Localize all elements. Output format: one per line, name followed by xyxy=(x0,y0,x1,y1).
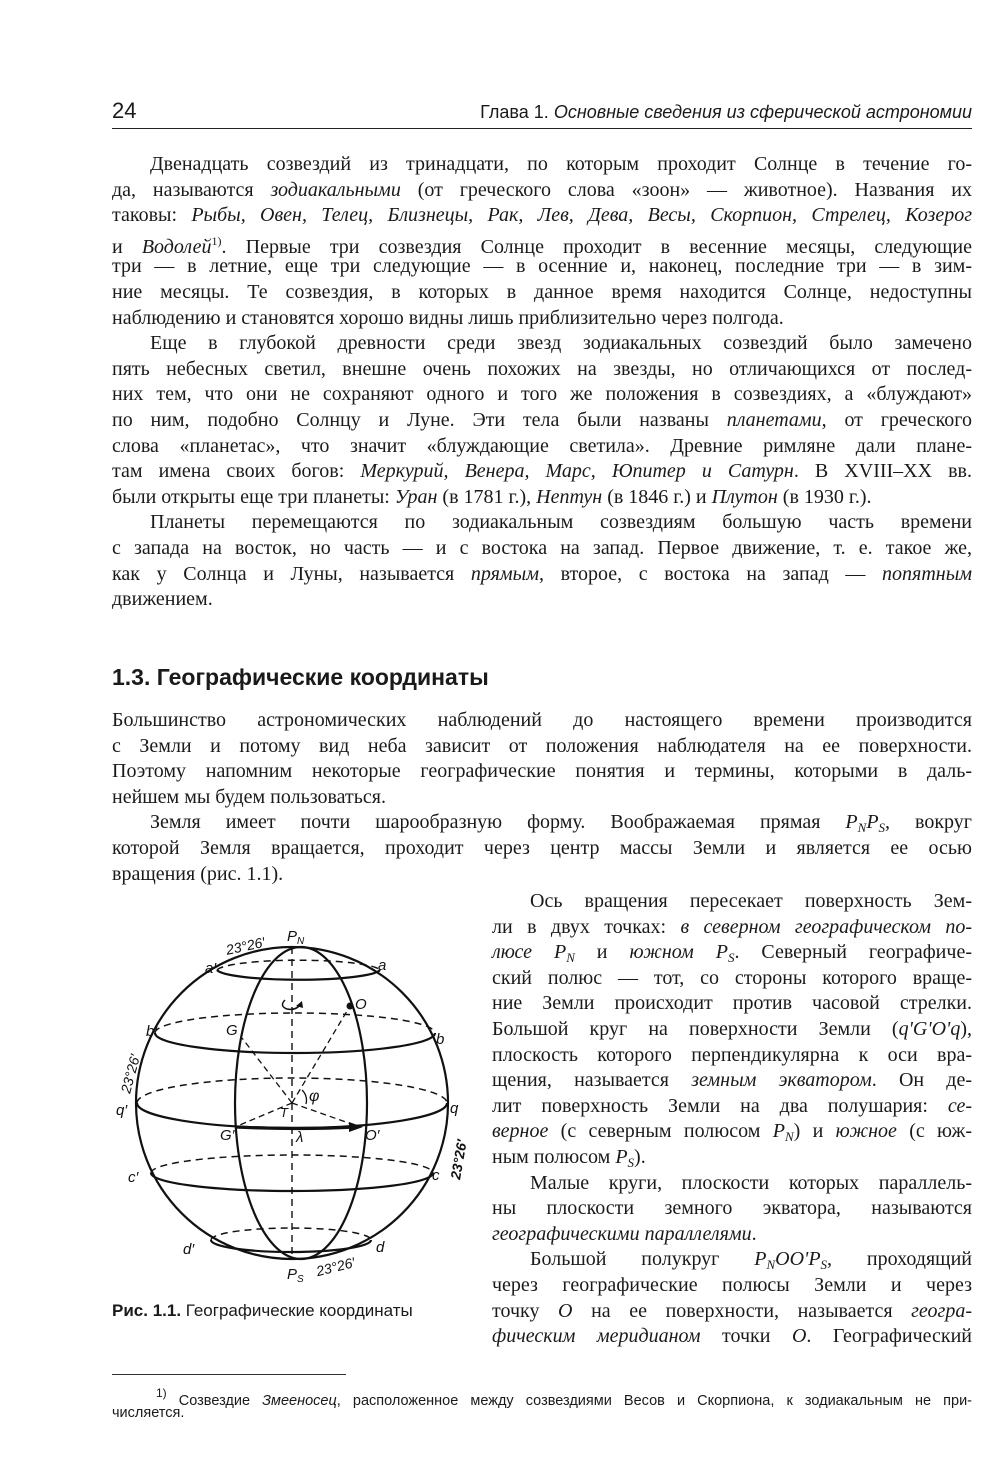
angle-label-bottom: 23°26′ xyxy=(314,1254,357,1280)
text-run: плоскость которого перпендикулярна к оси вра- xyxy=(492,1043,972,1066)
text-line xyxy=(492,1171,972,1197)
text-line xyxy=(492,1145,972,1171)
text-line xyxy=(492,1017,972,1043)
text-line xyxy=(112,536,972,562)
text-run: . Северный географиче- xyxy=(734,941,972,964)
text-run: южном xyxy=(629,941,716,964)
figure-label: S xyxy=(297,1274,304,1285)
label-lambda: λ xyxy=(296,1129,304,1146)
text-run: точки xyxy=(700,1325,792,1348)
text-run: Двенадцать созвездий из тринадцати, по которым проходит Солнце в течение го- xyxy=(150,153,972,175)
text-run: ние Земли происходит против часовой стрелки. xyxy=(492,992,972,1015)
text-run: как у Солнца и Луны, называется xyxy=(112,562,471,585)
text-line xyxy=(492,966,972,992)
text-line xyxy=(112,759,972,785)
text-run: , от греческого xyxy=(821,408,972,431)
text-run: щения, называется xyxy=(492,1069,692,1092)
text-run: Рыбы, Овен, Телец, Близнецы, Рак, Лев, Дева, Весы, Скорпион, Стрелец, Козерог xyxy=(191,204,972,227)
text-run: Еще в глубокой древности среди звезд зодиакальных созвездий было замечено xyxy=(150,332,972,355)
label-b: b xyxy=(436,1031,445,1048)
section-intro-text xyxy=(112,708,972,887)
text-run: OO'P xyxy=(775,1248,821,1271)
text-run: геогра- xyxy=(911,1299,972,1322)
right-column-text xyxy=(492,889,972,1350)
text-run: ние месяцы. Те созвездия, в которых в данное время находится Солнце, недоступны xyxy=(112,280,972,303)
caption-label: Рис. 1.1. xyxy=(112,1301,182,1320)
footnote-marker: 1) xyxy=(211,233,222,248)
text-run: P xyxy=(615,1145,628,1168)
text-line xyxy=(492,1196,972,1222)
text-run: Ось вращения пересекает поверхность Зем- xyxy=(530,890,972,912)
text-line xyxy=(492,1094,972,1120)
footnote-marker: 1) xyxy=(156,1386,167,1400)
label-pn xyxy=(287,928,305,947)
text-run: с Земли и потому вид неба зависит от положения наблюдателя на ее поверхности. xyxy=(112,734,972,757)
text-run: ли в двух точках: xyxy=(492,915,681,938)
text-run: которой Земля вращается, проходит через центр массы Земли и является ее осью xyxy=(112,836,972,859)
text-line xyxy=(492,1068,972,1094)
text-run: Плутон xyxy=(711,485,778,508)
text-run: три — в летние, еще три следующие — в осенние и, наконец, последние три — в зим- xyxy=(112,255,972,278)
text-run: были открыты еще три планеты: xyxy=(112,485,395,508)
text-run: на ее поверхности, называется xyxy=(572,1299,912,1322)
text-run: ным полюсом xyxy=(492,1145,616,1168)
text-line xyxy=(112,459,972,485)
text-line xyxy=(112,434,972,460)
label-o-prime: O′ xyxy=(365,1127,380,1144)
text-run: P xyxy=(553,941,567,964)
text-run: P xyxy=(866,811,879,834)
text-line xyxy=(112,408,972,434)
text-run: q'G'O'q xyxy=(898,1017,961,1040)
text-run: . В XVIII–XX вв. xyxy=(793,460,972,483)
text-run: се- xyxy=(947,1094,972,1117)
text-run: O xyxy=(791,1325,807,1348)
text-run: S xyxy=(878,820,886,836)
text-line xyxy=(112,836,972,862)
text-run: слова «планетас», что значит «блуждающие светила». Древние римляне дали плане- xyxy=(112,434,972,457)
text-run: Планеты перемещаются по зодиакальным созвездиям большую часть времени xyxy=(150,511,972,534)
text-run: там имена своих богов: xyxy=(112,460,361,483)
text-run: южное xyxy=(835,1120,897,1143)
text-run: лит поверхность Земли на два полушария: xyxy=(492,1094,948,1117)
text-run: (с северным полюсом xyxy=(548,1120,773,1143)
text-run: S xyxy=(727,950,735,966)
text-line xyxy=(492,1043,972,1069)
text-run: Большой круг на поверхности Земли ( xyxy=(492,1017,899,1040)
text-run: Уран xyxy=(394,485,438,508)
angle-label-left: 23°26′ xyxy=(117,1052,144,1095)
text-run: (в 1781 г.), xyxy=(437,485,537,508)
text-line xyxy=(492,1222,972,1248)
text-line xyxy=(492,1247,972,1273)
text-run: Созвездие xyxy=(166,1393,263,1409)
text-run: планетами xyxy=(726,408,822,431)
text-run: таковы: xyxy=(112,204,192,227)
text-run: (в 1846 г.) и xyxy=(602,485,712,508)
text-line xyxy=(112,485,972,511)
text-line xyxy=(492,1119,972,1145)
text-line xyxy=(112,810,972,836)
text-run: (от греческого слова «зоон» — животное). Названия их xyxy=(400,178,973,201)
label-c-prime: c′ xyxy=(128,1169,139,1186)
label-g: G xyxy=(226,1022,238,1039)
text-run: S xyxy=(820,1257,828,1273)
label-phi: φ xyxy=(309,1088,320,1105)
text-run: Змееносец xyxy=(262,1393,337,1409)
text-run: через географические полюсы Земли и через xyxy=(492,1273,972,1296)
header-rule xyxy=(112,128,972,129)
text-run: фическим меридианом xyxy=(492,1325,701,1348)
text-run: и xyxy=(574,941,630,964)
text-line xyxy=(112,280,972,306)
text-run: S xyxy=(627,1154,635,1170)
text-line xyxy=(112,562,972,588)
text-run: Малые круги, плоскости которых параллель- xyxy=(530,1171,972,1194)
text-run: Большинство астрономических наблюдений до настоящего времени производится xyxy=(112,709,972,731)
text-line xyxy=(492,991,972,1017)
text-run: ны плоскости земного экватора, называются xyxy=(492,1197,972,1220)
paragraph xyxy=(112,510,972,612)
text-run: N xyxy=(566,950,575,966)
text-run: наблюдению и становятся хорошо видны лишь приблизительно через полгода. xyxy=(112,306,784,329)
text-run: . Первые три созвездия Солнце проходит в весенние месяцы, следующие xyxy=(221,235,972,258)
label-g-prime: G′ xyxy=(220,1127,235,1144)
text-run: (в 1930 г.). xyxy=(777,485,872,508)
text-run: N xyxy=(857,820,867,836)
chapter-title: Основные сведения из сферической астрономии xyxy=(553,102,972,122)
text-run: движением. xyxy=(112,588,213,611)
label-t: T xyxy=(280,1105,288,1120)
chapter-label: Глава 1. xyxy=(480,102,554,122)
meridian-ellipse xyxy=(235,947,367,1259)
figure-label: P xyxy=(287,1266,298,1283)
text-run: географическими параллелями xyxy=(492,1222,752,1245)
text-run: ский полюс — тот, со стороны которого враще- xyxy=(492,966,972,989)
label-d: d xyxy=(376,1239,385,1256)
footnote xyxy=(112,1383,972,1423)
label-q: q xyxy=(450,1100,459,1117)
text-run: люсе xyxy=(492,941,554,964)
text-run: ), xyxy=(960,1017,972,1040)
label-b-prime: b′ xyxy=(146,1023,158,1040)
text-run: , проходящий xyxy=(827,1248,972,1271)
label-d-prime: d′ xyxy=(183,1241,195,1258)
text-line xyxy=(492,915,972,941)
text-run: вращения (рис. 1.1). xyxy=(112,862,284,885)
label-q-prime: q′ xyxy=(116,1102,128,1119)
text-line xyxy=(112,510,972,536)
longitude-arrow xyxy=(235,1127,355,1129)
text-line xyxy=(492,1324,972,1350)
text-line xyxy=(112,785,972,811)
text-line xyxy=(112,382,972,408)
globe-figure xyxy=(110,910,480,1290)
text-run: точку xyxy=(492,1299,559,1322)
paragraph xyxy=(112,152,972,331)
angle-label-top: 23°26′ xyxy=(224,933,267,958)
text-line xyxy=(112,178,972,204)
text-run: верное xyxy=(492,1120,549,1143)
text-run: Большой полукруг xyxy=(530,1248,755,1271)
text-line xyxy=(492,1273,972,1299)
label-o: O xyxy=(355,996,367,1013)
label-ps xyxy=(287,1266,304,1285)
text-run: с запада на восток, но часть — и с востока на запад. Первое движение, т. е. такое же, xyxy=(112,536,972,559)
text-line xyxy=(112,203,972,229)
text-line xyxy=(492,940,972,966)
text-line xyxy=(112,254,972,280)
figure-label: P xyxy=(287,928,298,945)
text-run: них тем, что они не сохраняют одного и того же положения в созвездиях, а «блуждают» xyxy=(112,383,972,406)
text-run: зодиакальными xyxy=(270,178,401,201)
text-line xyxy=(112,587,972,613)
text-line xyxy=(112,708,972,734)
text-run: P xyxy=(754,1248,767,1271)
running-header xyxy=(480,102,972,123)
text-run: Водолей xyxy=(141,235,212,258)
text-run: пять небесных светил, внешне очень похожих на звезды, но отличающихся от послед- xyxy=(112,357,972,380)
paragraph xyxy=(112,810,972,887)
text-run: и xyxy=(112,235,142,258)
footnote-rule xyxy=(112,1374,346,1375)
text-run: попятным xyxy=(882,562,973,585)
text-run: , расположенное между созвездиями Весов и Скорпиона, к зодиакальным не при- xyxy=(336,1393,972,1409)
text-line xyxy=(112,306,972,332)
paragraph xyxy=(492,1171,972,1248)
text-run: Земля имеет почти шарообразную форму. Воображаемая прямая xyxy=(150,811,846,834)
text-run: O xyxy=(558,1299,573,1322)
text-line xyxy=(112,357,972,383)
paragraph xyxy=(492,1247,972,1349)
figure-caption xyxy=(112,1301,413,1321)
paragraph xyxy=(112,708,972,810)
text-run: по ним, подобно Солнцу и Луне. Эти тела были названы xyxy=(112,408,727,431)
text-run: ). xyxy=(634,1145,646,1168)
text-run: Поэтому напомним некоторые географические понятия и термины, которыми в даль- xyxy=(112,760,972,783)
text-line xyxy=(112,862,972,888)
angle-label-right: 23°26′ xyxy=(447,1138,470,1181)
label-a-prime: a′ xyxy=(205,960,217,977)
text-run: нейшем мы будем пользоваться. xyxy=(112,785,386,808)
text-line xyxy=(112,152,972,178)
text-line xyxy=(492,1299,972,1325)
page-number: 24 xyxy=(112,98,137,123)
text-run: Меркурий, Венера, Марс, Юпитер и Сатурн xyxy=(360,460,794,483)
section-heading: 1.3. Географические координаты xyxy=(112,664,489,690)
text-line xyxy=(112,229,972,258)
text-run: , вокруг xyxy=(885,811,972,834)
text-run: в северном географическом по- xyxy=(680,915,973,938)
text-run: прямым xyxy=(470,562,539,585)
point-o xyxy=(347,1003,354,1010)
label-c: c xyxy=(432,1167,440,1184)
text-run: P xyxy=(845,811,858,834)
text-run: земным экватором xyxy=(691,1069,872,1092)
text-run: N xyxy=(766,1257,776,1273)
text-run: да, называются xyxy=(112,178,271,201)
text-run: . Географический xyxy=(806,1325,973,1348)
text-run: (с юж- xyxy=(896,1120,972,1143)
text-line xyxy=(492,889,972,915)
caption-text: Географические координаты xyxy=(181,1301,413,1320)
text-run: . Он де- xyxy=(871,1069,973,1092)
text-run: P xyxy=(772,1120,785,1143)
text-run: числяется. xyxy=(112,1405,185,1421)
label-a: a xyxy=(378,957,387,974)
text-run: ) и xyxy=(793,1120,836,1143)
text-run: . xyxy=(751,1222,757,1245)
text-run: N xyxy=(784,1129,794,1145)
text-run: P xyxy=(715,941,728,964)
body-text xyxy=(112,152,972,613)
paragraph xyxy=(492,889,972,1171)
text-run: , второе, с востока на запад — xyxy=(538,562,883,585)
figure-label: N xyxy=(297,936,305,947)
paragraph xyxy=(112,1383,972,1423)
text-line xyxy=(112,1383,972,1409)
paragraph xyxy=(112,331,972,510)
text-line xyxy=(112,331,972,357)
text-line xyxy=(112,734,972,760)
text-run: Нептун xyxy=(536,485,603,508)
